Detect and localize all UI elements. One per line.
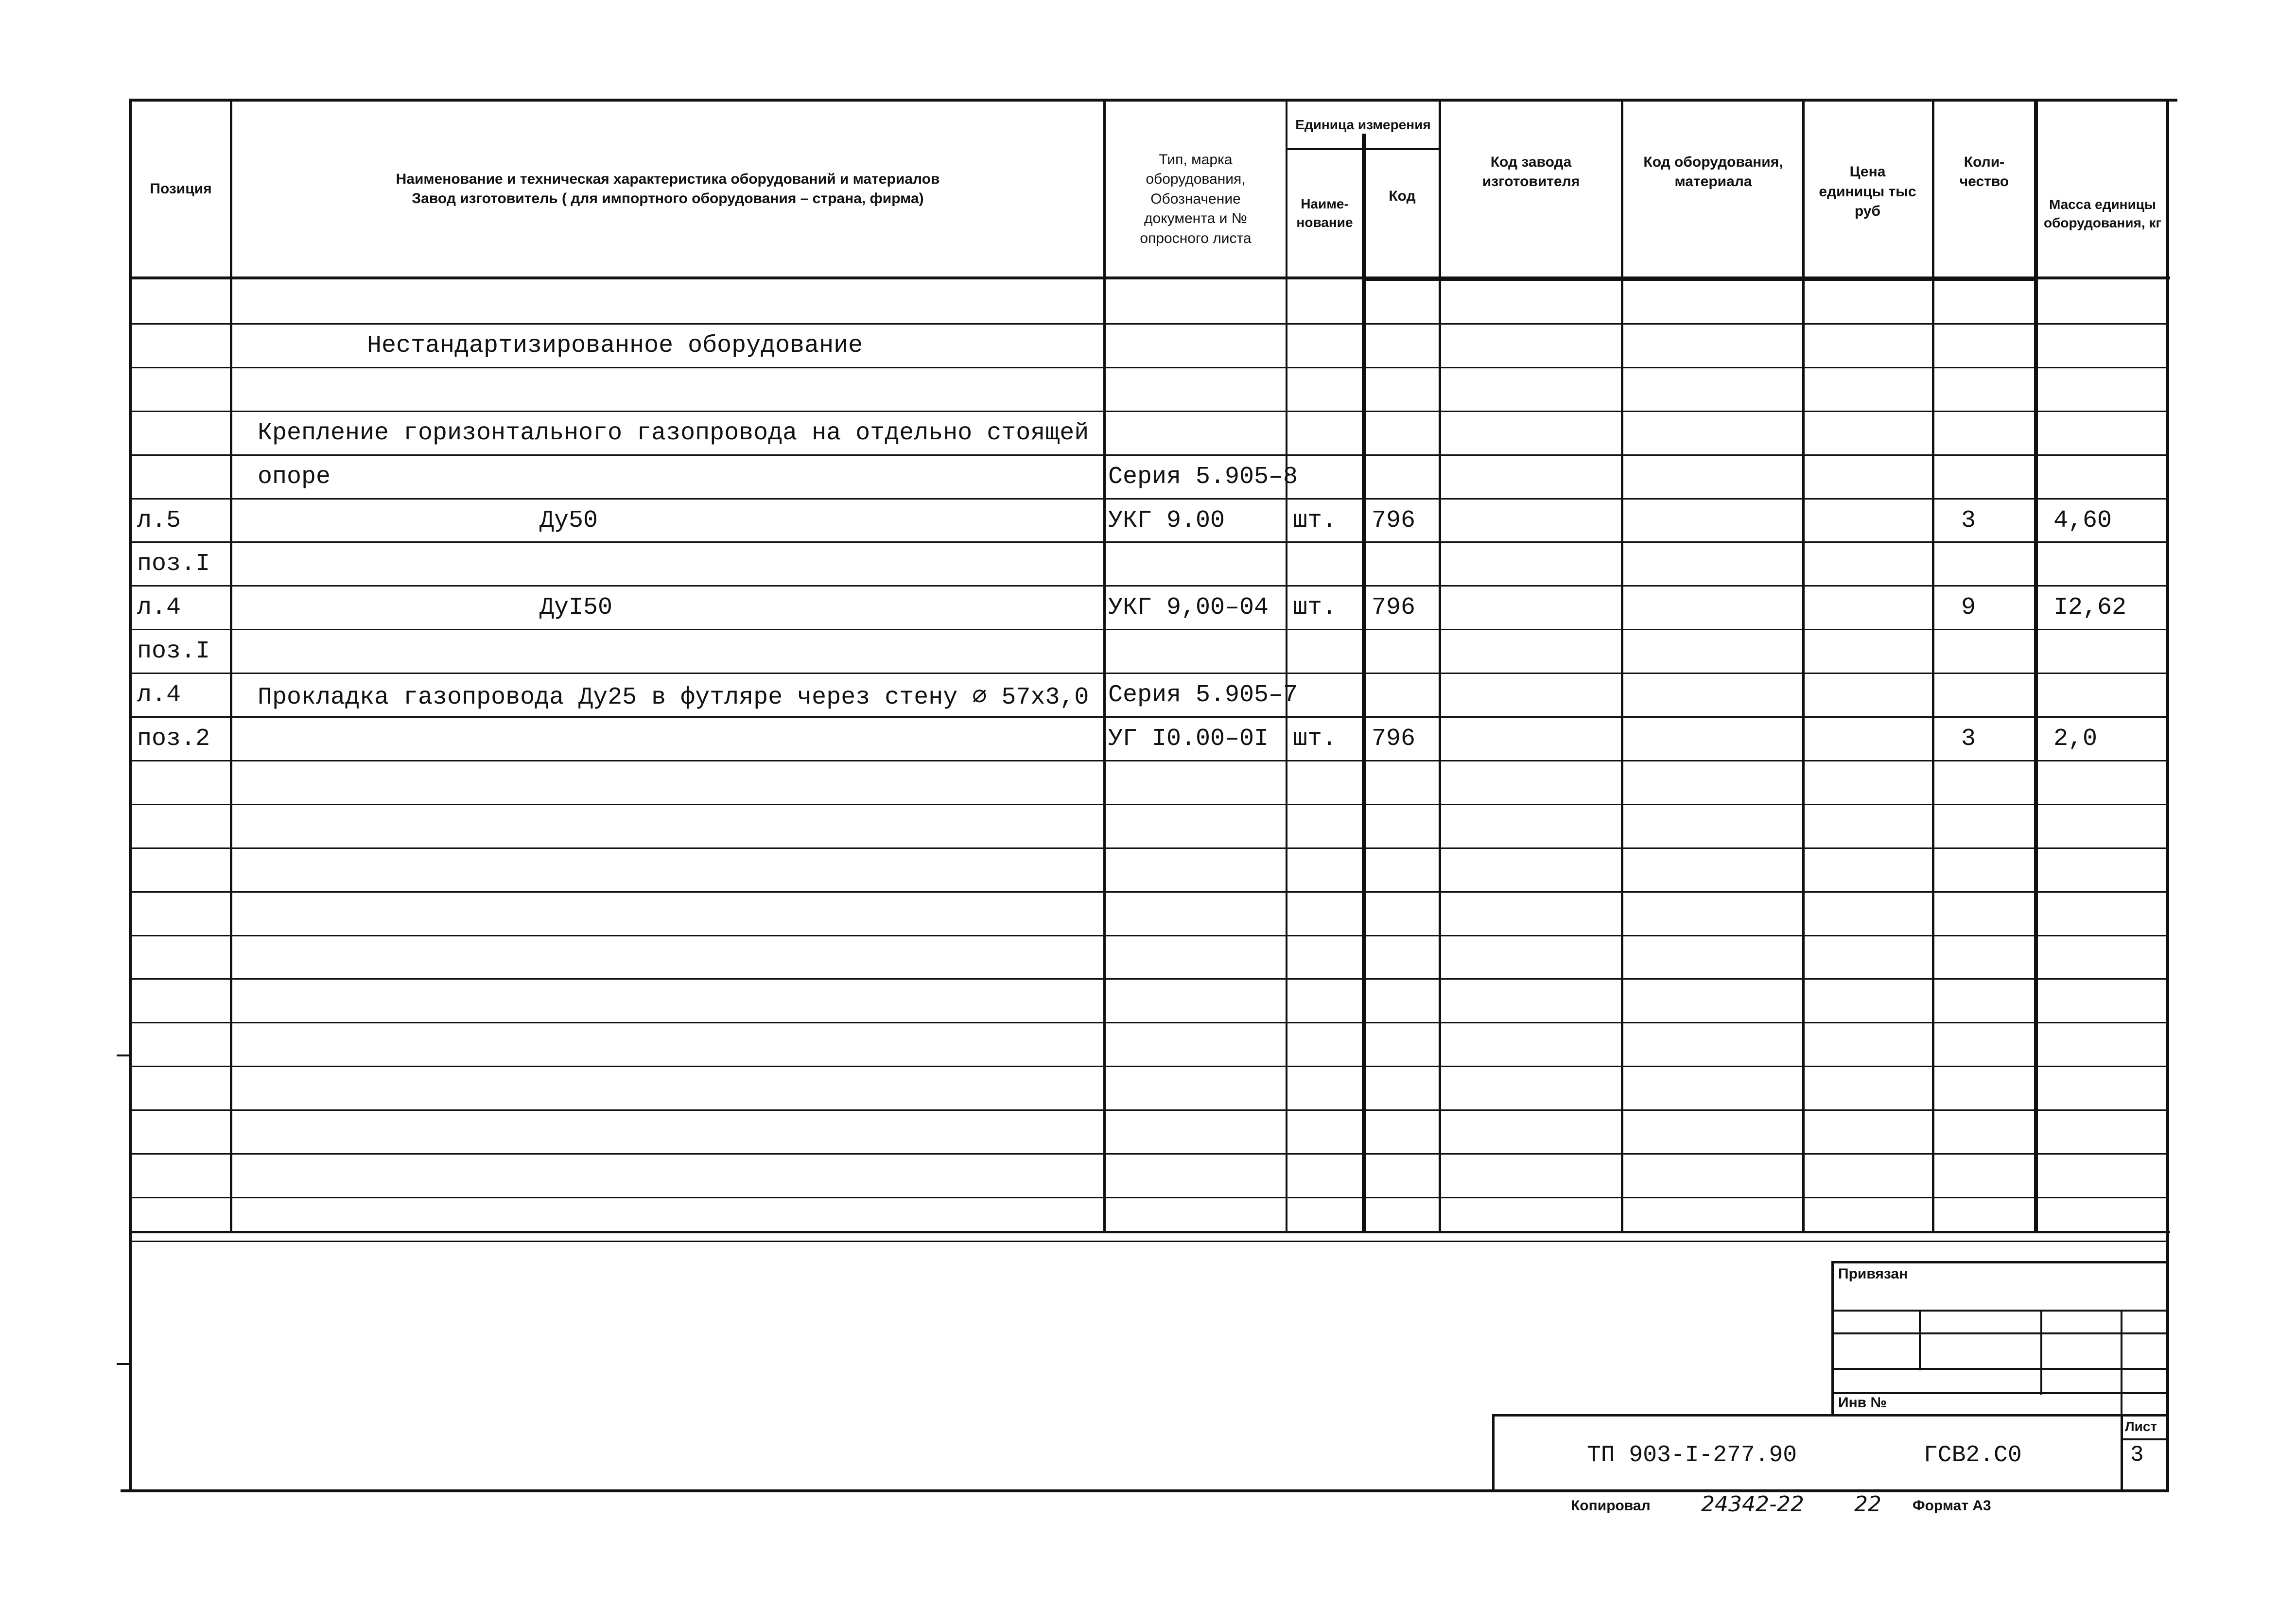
stamp-hline-1 <box>1831 1310 2169 1312</box>
col-line-7 <box>1802 99 1805 1233</box>
cell-pos: л.4 <box>137 594 181 622</box>
row-line <box>130 367 2169 368</box>
cell-type: УКГ 9,00–04 <box>1108 594 1269 622</box>
cell-unit: шт. <box>1293 594 1337 622</box>
cell-qty: 3 <box>1961 725 1976 753</box>
cell-name: Крепление горизонтального газопровода на отдельно стоящей <box>258 419 1089 447</box>
stamp-vline-2 <box>2040 1310 2042 1395</box>
copy-sheet: 22 <box>1854 1492 1881 1517</box>
cell-name: Нестандартизированное оборудование <box>367 332 863 360</box>
stamp-hline-3 <box>1831 1368 2169 1370</box>
row-line <box>130 1241 2169 1242</box>
format-label: Формат А3 <box>1913 1498 1991 1514</box>
copied-label: Копировал <box>1571 1498 1651 1514</box>
stamp-hline-4 <box>1831 1392 2169 1394</box>
header-type: Тип, марка оборудования, Обозначение документа и № опросного листа <box>1140 151 1252 246</box>
cell-pos: л.5 <box>137 507 181 535</box>
margin-tick-2 <box>117 1363 130 1365</box>
sheet-number: 3 <box>2130 1442 2144 1468</box>
stamp-bound-label: Привязан <box>1838 1266 1908 1282</box>
cell-qty: 3 <box>1961 507 1976 535</box>
header-unit-code: Код <box>1389 188 1416 204</box>
header-name <box>232 102 1103 276</box>
header-unit-group: Единица измерения <box>1295 117 1431 133</box>
margin-tick-1 <box>117 1054 130 1056</box>
doc-code: ГСВ2.С0 <box>1924 1442 2022 1469</box>
row-line <box>130 1109 2169 1111</box>
stamp-top-line <box>1831 1261 2169 1263</box>
row-line <box>130 541 2169 543</box>
sheet-box-mid-line <box>2121 1438 2169 1440</box>
row-line <box>130 498 2169 500</box>
cell-mass: I2,62 <box>2053 594 2127 622</box>
cell-name: опоре <box>258 463 331 491</box>
frame-right-line <box>2166 99 2169 1491</box>
row-line <box>130 847 2169 849</box>
cell-code: 796 <box>1372 507 1416 535</box>
cell-pos: поз.2 <box>137 725 210 753</box>
col-line-5 <box>1439 99 1441 1233</box>
cell-type: УГ I0.00–0I <box>1108 725 1269 753</box>
row-line <box>130 1153 2169 1155</box>
row-line <box>130 323 2169 325</box>
cell-pos: поз.I <box>137 638 210 665</box>
cell-qty: 9 <box>1961 594 1976 622</box>
stamp-inv-label: Инв № <box>1838 1395 1887 1411</box>
header-mass: Масса единицы оборудования, кг <box>2043 197 2162 230</box>
col-line-6 <box>1621 99 1623 1233</box>
row-line <box>130 585 2169 587</box>
row-line <box>130 1066 2169 1067</box>
copy-number: 24342-22 <box>1701 1492 1804 1517</box>
cell-pos: л.4 <box>137 681 181 709</box>
row-line <box>130 411 2169 412</box>
title-block-top-line <box>1492 1414 2169 1417</box>
header-name-line2: Завод изготовитель ( для импортного оборудования – страна, фирма) <box>412 190 924 207</box>
row-line <box>130 454 2169 456</box>
cell-type: УКГ 9.00 <box>1108 507 1225 535</box>
col-line-4 <box>1362 134 1366 1233</box>
row-line <box>130 935 2169 936</box>
doc-number: ТП 903-I-277.90 <box>1587 1442 1797 1469</box>
header-price: Цена единицы тыс руб <box>1819 164 1916 220</box>
row-line <box>130 716 2169 718</box>
cell-mass: 4,60 <box>2053 507 2112 535</box>
title-block-left-line <box>1492 1414 1495 1492</box>
stamp-vline-3 <box>2121 1310 2122 1417</box>
row-line <box>130 804 2169 805</box>
row-line <box>130 760 2169 761</box>
cell-name: Прокладка газопровода Ду25 в футляре через стену ∅ 57х3,0 <box>258 684 1089 711</box>
col-line-8 <box>1932 99 1934 1233</box>
col-line-9 <box>2034 99 2038 1233</box>
sheet-box-left-line <box>2121 1414 2123 1492</box>
stamp-hline-2 <box>1831 1332 2169 1334</box>
header-factory-code: Код завода изготовителя <box>1482 154 1580 190</box>
row-line <box>130 629 2169 630</box>
col-line-2 <box>1103 99 1106 1233</box>
cell-pos: поз.I <box>137 550 210 578</box>
cell-mass: 2,0 <box>2053 725 2098 753</box>
row-line <box>130 1197 2169 1198</box>
header-name-line1: Наименование и техническая характеристика оборудований и материалов <box>396 171 940 187</box>
row-line <box>130 673 2169 674</box>
cell-code: 796 <box>1372 725 1416 753</box>
table-bottom-line <box>129 1231 2170 1233</box>
header-equipment-code: Код оборудования, материала <box>1643 154 1783 190</box>
header-thick-line <box>1362 276 2038 281</box>
cell-name: ДуI50 <box>539 594 613 622</box>
header-quantity: Коли- чество <box>1959 154 2009 190</box>
header-unit-name: Наиме- нование <box>1296 196 1353 230</box>
cell-type: Серия 5.905–8 <box>1108 463 1298 491</box>
row-line <box>130 1022 2169 1023</box>
cell-unit: шт. <box>1293 507 1337 535</box>
cell-unit: шт. <box>1293 725 1337 753</box>
stamp-vline-1 <box>1919 1310 1921 1370</box>
cell-name: Ду50 <box>539 507 598 535</box>
cell-type: Серия 5.905–7 <box>1108 681 1298 709</box>
row-line <box>130 978 2169 980</box>
header-position: Позиция <box>150 180 212 197</box>
row-line <box>130 891 2169 893</box>
cell-code: 796 <box>1372 594 1416 622</box>
sheet-label: Лист <box>2125 1419 2157 1434</box>
frame-left-line <box>129 99 132 1491</box>
